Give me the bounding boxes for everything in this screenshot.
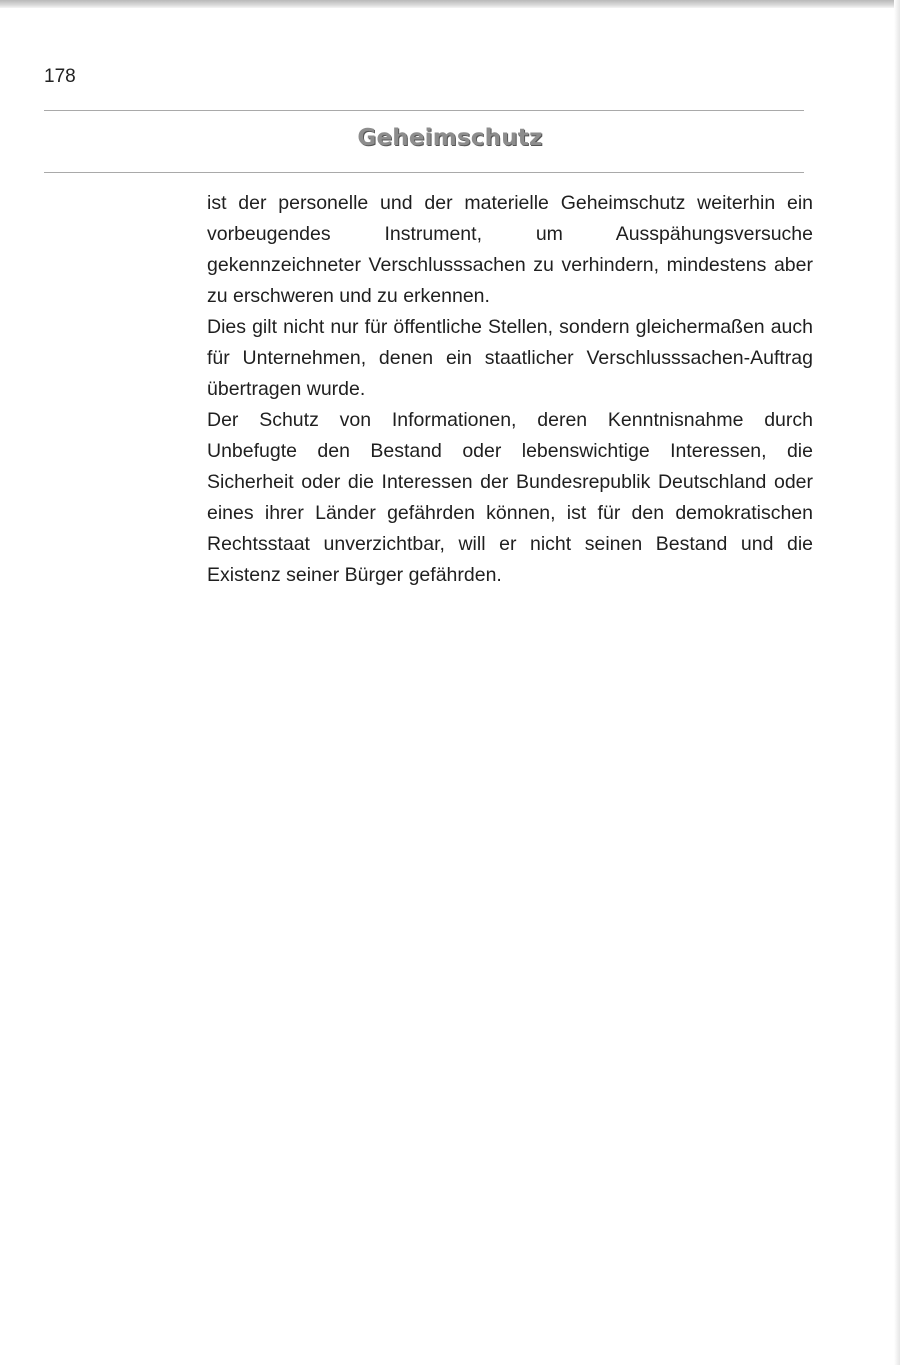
body-text [207, 188, 813, 591]
paragraph-1: ist der personelle und der materielle Geheimschutz weiterhin ein vorbeugendes Instrument, um Ausspähungsversuche gekennzeichneter Verschlusssachen zu verhindern, mindestens aber zu erschweren und zu erkennen. [207, 192, 813, 307]
paragraph-3: Der Schutz von Informationen, deren Kenntnisnahme durch Unbefugte den Bestand oder lebenswichtige Interessen, die Sicherheit oder die Interessen der Bundesrepublik Deutschland oder eines ihrer Länder gefährden können, ist für den demokratischen Rechtsstaat unverzichtbar, will er nicht seinen Bestand und die Existenz seiner Bürger gefährden. [207, 409, 813, 586]
header-rule-top [44, 110, 804, 111]
scan-right-edge [894, 0, 900, 1365]
paragraph-2: Dies gilt nicht nur für öffentliche Stellen, sondern gleichermaßen auch für Unternehmen, denen ein staatlicher Verschlusssachen-Auftrag übertragen wurde. [207, 316, 813, 400]
page-number: 178 [44, 66, 76, 87]
running-title: Geheimschutz [357, 125, 543, 151]
header-rule-bottom [44, 172, 804, 173]
scan-top-edge [0, 0, 900, 8]
